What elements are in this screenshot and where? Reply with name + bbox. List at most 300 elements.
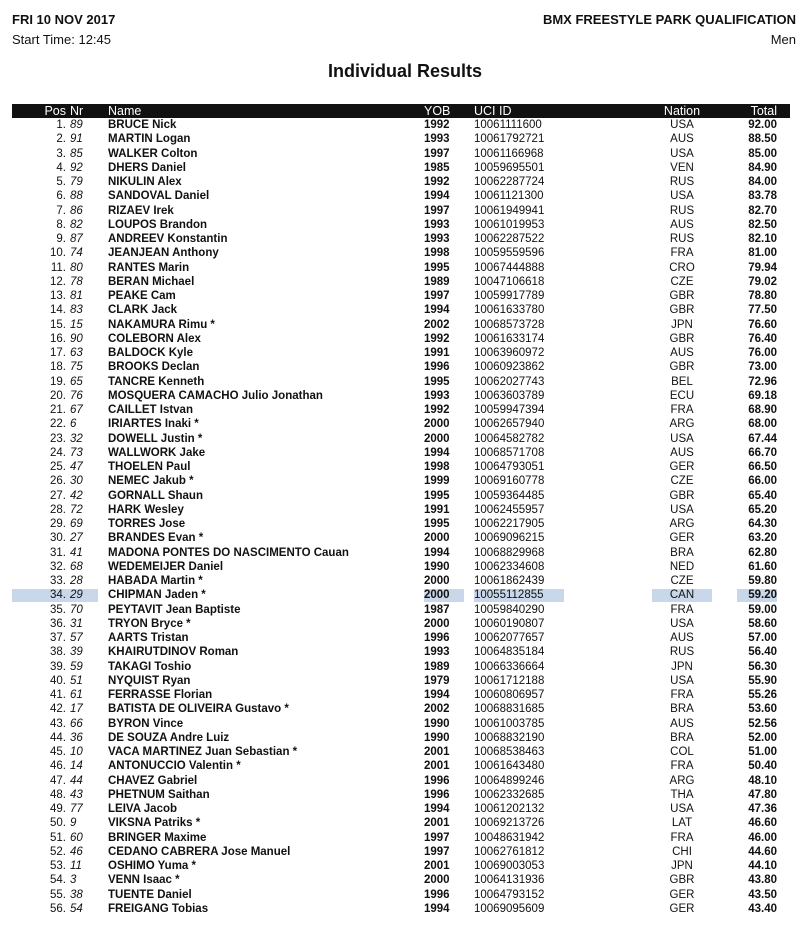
- cell-nr: 36: [70, 731, 83, 744]
- table-row[interactable]: [12, 560, 790, 574]
- cell-total: 53.60: [748, 703, 777, 716]
- cell-nr: 47: [70, 461, 83, 473]
- cell-pos: 18.: [50, 361, 66, 374]
- cell-name: BROOKS Declan: [108, 361, 200, 374]
- cell-total: 43.40: [748, 902, 777, 915]
- cell-pos: 9.: [56, 233, 66, 245]
- table-row[interactable]: [12, 788, 790, 802]
- cell-nation: GBR: [669, 304, 695, 317]
- cell-yob: 1990: [424, 560, 450, 573]
- cell-nation: USA: [670, 432, 694, 445]
- cell-pos: 3.: [56, 147, 66, 160]
- table-row[interactable]: [12, 531, 790, 545]
- table-row[interactable]: [12, 375, 790, 389]
- table-row[interactable]: [12, 218, 790, 232]
- cell-yob: 1990: [424, 717, 450, 730]
- cell-uci-id: 10067444888: [474, 261, 545, 274]
- cell-total: 44.10: [748, 860, 777, 872]
- cell-pos: 1.: [56, 119, 66, 131]
- cell-pos: 44.: [50, 731, 66, 744]
- cell-nr: 88: [70, 190, 83, 203]
- cell-nr: 57: [70, 632, 83, 644]
- table-row[interactable]: [12, 446, 790, 460]
- cell-name: COLEBORN Alex: [108, 332, 201, 345]
- cell-total: 62.80: [748, 546, 777, 559]
- cell-nr: 68: [70, 560, 83, 573]
- cell-total: 59.20: [748, 589, 777, 602]
- cell-total: 77.50: [748, 304, 777, 317]
- cell-uci-id: 10062027743: [474, 375, 545, 388]
- cell-nr: 72: [70, 503, 83, 516]
- cell-name: TUENTE Daniel: [108, 888, 192, 901]
- cell-name: TRYON Bryce *: [108, 617, 191, 630]
- cell-uci-id: 10069213726: [474, 817, 545, 830]
- cell-uci-id: 10068832190: [474, 731, 545, 744]
- cell-uci-id: 10069160778: [474, 475, 545, 488]
- table-row[interactable]: [12, 902, 790, 916]
- cell-yob: 1989: [424, 275, 450, 288]
- table-row[interactable]: [12, 261, 790, 275]
- cell-nr: 43: [70, 788, 83, 801]
- cell-total: 76.40: [748, 332, 777, 345]
- cell-pos: 55.: [50, 888, 66, 901]
- cell-name: NEMEC Jakub *: [108, 475, 194, 488]
- cell-uci-id: 10062077657: [474, 632, 545, 644]
- table-row[interactable]: [12, 389, 790, 403]
- cell-nr: 38: [70, 888, 83, 901]
- cell-nr: 78: [70, 275, 83, 288]
- cell-nr: 74: [70, 247, 83, 260]
- table-row[interactable]: [12, 660, 790, 674]
- cell-uci-id: 10064131936: [474, 874, 545, 887]
- cell-yob: 1994: [424, 546, 450, 559]
- table-row[interactable]: [12, 617, 790, 631]
- cell-pos: 28.: [50, 503, 66, 516]
- cell-total: 83.78: [748, 190, 777, 203]
- cell-total: 68.00: [748, 418, 777, 431]
- cell-yob: 2002: [424, 318, 450, 331]
- cell-total: 55.90: [748, 674, 777, 687]
- start-time: Start Time: 12:45: [12, 32, 111, 47]
- cell-pos: 30.: [50, 532, 66, 545]
- header-left: [12, 10, 115, 50]
- cell-yob: 2001: [424, 746, 450, 758]
- cell-pos: 8.: [56, 218, 66, 231]
- cell-total: 68.90: [748, 404, 777, 416]
- cell-pos: 31.: [50, 546, 66, 559]
- table-row[interactable]: [12, 161, 790, 175]
- cell-uci-id: 10068571708: [474, 446, 545, 459]
- cell-total: 66.70: [748, 446, 777, 459]
- cell-nation: FRA: [670, 689, 694, 701]
- table-row[interactable]: [12, 460, 790, 474]
- cell-pos: 19.: [50, 375, 66, 388]
- col-header-name: Name: [108, 104, 142, 118]
- cell-nr: 3: [70, 874, 77, 887]
- cell-pos: 5.: [56, 176, 66, 188]
- cell-nation: AUS: [670, 218, 694, 231]
- cell-nation: BRA: [670, 546, 694, 559]
- table-row[interactable]: [12, 631, 790, 645]
- table-row[interactable]: [12, 275, 790, 289]
- cell-yob: 1993: [424, 389, 450, 402]
- cell-total: 79.94: [748, 261, 777, 274]
- cell-nation: ARG: [669, 518, 695, 530]
- table-row[interactable]: [12, 132, 790, 146]
- cell-nation: CZE: [670, 275, 694, 288]
- cell-total: 51.00: [748, 746, 777, 758]
- cell-pos: 34.: [50, 589, 66, 602]
- cell-pos: 56.: [50, 902, 66, 915]
- cell-uci-id: 10061111600: [474, 119, 542, 131]
- cell-total: 64.30: [748, 518, 777, 530]
- cell-nation: AUS: [670, 347, 694, 359]
- cell-uci-id: 10064582782: [474, 432, 545, 445]
- cell-yob: 1992: [424, 332, 450, 345]
- cell-pos: 29.: [50, 518, 66, 530]
- cell-name: AARTS Tristan: [108, 632, 189, 644]
- cell-pos: 32.: [50, 560, 66, 573]
- table-row[interactable]: [12, 517, 790, 531]
- cell-uci-id: 10063960972: [474, 347, 545, 359]
- cell-total: 88.50: [748, 133, 777, 146]
- table-row[interactable]: [12, 603, 790, 617]
- cell-nation: USA: [670, 119, 694, 131]
- cell-pos: 48.: [50, 788, 66, 801]
- cell-total: 84.00: [748, 176, 777, 188]
- cell-uci-id: 10059840290: [474, 603, 545, 616]
- cell-nr: 14: [70, 760, 83, 773]
- cell-pos: 52.: [50, 845, 66, 858]
- cell-pos: 41.: [50, 689, 66, 701]
- table-row[interactable]: [12, 474, 790, 488]
- page-title: Individual Results: [327, 61, 483, 81]
- cell-name: MARTIN Logan: [108, 133, 191, 146]
- cell-uci-id: 10064835184: [474, 646, 545, 659]
- cell-nr: 90: [70, 332, 83, 345]
- cell-total: 79.02: [748, 275, 777, 288]
- cell-yob: 1994: [424, 902, 450, 915]
- table-row[interactable]: [12, 332, 790, 346]
- cell-uci-id: 10069095609: [474, 902, 545, 915]
- cell-name: FREIGANG Tobias: [108, 902, 209, 915]
- cell-nr: 29: [70, 589, 83, 602]
- cell-name: CHAVEZ Gabriel: [108, 774, 198, 787]
- cell-uci-id: 10061949941: [474, 204, 545, 217]
- cell-uci-id: 10060190807: [474, 617, 545, 630]
- cell-nation: AUS: [670, 446, 694, 459]
- cell-pos: 37.: [50, 632, 66, 644]
- table-row[interactable]: [12, 688, 790, 702]
- cell-nr: 17: [70, 703, 83, 716]
- table-row[interactable]: [12, 360, 790, 374]
- cell-yob: 2000: [424, 575, 450, 587]
- event-category: Men: [770, 32, 796, 47]
- cell-uci-id: 10059947394: [474, 404, 545, 416]
- table-row[interactable]: [12, 204, 790, 218]
- cell-nr: 63: [70, 347, 83, 359]
- cell-pos: 12.: [50, 275, 66, 288]
- cell-total: 76.60: [748, 318, 777, 331]
- cell-pos: 50.: [50, 817, 66, 830]
- cell-nation: GER: [669, 532, 695, 545]
- cell-uci-id: 10062217905: [474, 518, 545, 530]
- cell-name: DHERS Daniel: [108, 161, 186, 174]
- cell-uci-id: 10061633174: [474, 332, 545, 345]
- cell-yob: 2000: [424, 874, 450, 887]
- cell-name: NYQUIST Ryan: [108, 674, 191, 687]
- cell-uci-id: 10063603789: [474, 389, 545, 402]
- cell-name: NIKULIN Alex: [108, 176, 182, 188]
- cell-nation: GBR: [669, 874, 695, 887]
- cell-pos: 40.: [50, 674, 66, 687]
- cell-nr: 81: [70, 290, 83, 302]
- cell-yob: 1994: [424, 689, 450, 701]
- cell-uci-id: 10064899246: [474, 774, 545, 787]
- cell-name: MOSQUERA CAMACHO Julio Jonathan: [108, 389, 323, 402]
- cell-total: 84.90: [748, 161, 777, 174]
- cell-yob: 1997: [424, 147, 450, 160]
- cell-pos: 35.: [50, 603, 66, 616]
- cell-yob: 1997: [424, 204, 450, 217]
- cell-total: 63.20: [748, 532, 777, 545]
- cell-pos: 21.: [50, 404, 66, 416]
- cell-nation: GBR: [669, 332, 695, 345]
- cell-yob: 1994: [424, 304, 450, 317]
- cell-total: 78.80: [748, 290, 777, 302]
- cell-nation: USA: [670, 147, 694, 160]
- cell-total: 82.50: [748, 218, 777, 231]
- cell-total: 76.00: [748, 347, 777, 359]
- cell-uci-id: 10047106618: [474, 275, 545, 288]
- cell-uci-id: 10062287522: [474, 233, 545, 245]
- cell-uci-id: 10068831685: [474, 703, 545, 716]
- cell-total: 67.44: [748, 432, 777, 445]
- cell-pos: 26.: [50, 475, 66, 488]
- cell-yob: 1991: [424, 503, 450, 516]
- cell-nation: ECU: [669, 389, 695, 402]
- cell-uci-id: 10059559596: [474, 247, 545, 260]
- cell-nation: FRA: [670, 831, 694, 844]
- cell-uci-id: 10066336664: [474, 660, 545, 673]
- cell-nation: LAT: [671, 817, 693, 830]
- cell-uci-id: 10059695501: [474, 161, 545, 174]
- cell-uci-id: 10062334608: [474, 560, 545, 573]
- cell-total: 72.96: [748, 375, 777, 388]
- table-row[interactable]: [12, 189, 790, 203]
- table-row[interactable]: [12, 574, 790, 588]
- table-row[interactable]: [12, 246, 790, 260]
- cell-name: LEIVA Jacob: [108, 803, 178, 815]
- cell-yob: 1994: [424, 190, 450, 203]
- table-row[interactable]: [12, 232, 790, 246]
- cell-total: 55.26: [748, 689, 777, 701]
- col-header-total: Total: [750, 104, 777, 118]
- cell-name: WALKER Colton: [108, 147, 198, 160]
- table-row[interactable]: [12, 118, 790, 132]
- cell-uci-id: 10062761812: [474, 845, 545, 858]
- cell-yob: 1995: [424, 489, 450, 502]
- cell-name: BALDOCK Kyle: [108, 347, 193, 359]
- cell-uci-id: 10061202132: [474, 803, 545, 815]
- cell-nation: GBR: [669, 489, 695, 502]
- cell-name: FERRASSE Florian: [108, 689, 213, 701]
- cell-name: IRIARTES Inaki *: [108, 418, 199, 431]
- cell-nation: NED: [669, 560, 695, 573]
- table-row[interactable]: [12, 717, 790, 731]
- table-row[interactable]: [12, 403, 790, 417]
- table-row[interactable]: [12, 432, 790, 446]
- cell-nation: USA: [670, 617, 694, 630]
- cell-nation: BRA: [670, 703, 694, 716]
- cell-uci-id: 10062332685: [474, 788, 545, 801]
- table-row[interactable]: [12, 702, 790, 716]
- cell-name: TANCRE Kenneth: [108, 375, 205, 388]
- cell-nation: JPN: [671, 318, 693, 331]
- table-row[interactable]: [12, 503, 790, 517]
- cell-name: CLARK Jack: [108, 304, 178, 317]
- table-row[interactable]: [12, 802, 790, 816]
- cell-yob: 1992: [424, 404, 450, 416]
- cell-pos: 17.: [50, 347, 66, 359]
- cell-name: SANDOVAL Daniel: [108, 190, 210, 203]
- cell-total: 61.60: [748, 560, 777, 573]
- cell-nr: 70: [70, 603, 83, 616]
- table-row[interactable]: [12, 147, 790, 161]
- table-header: [12, 104, 790, 118]
- table-row[interactable]: [12, 759, 790, 773]
- table-row[interactable]: [12, 645, 790, 659]
- cell-total: 82.70: [748, 204, 777, 217]
- col-header-pos: Pos: [44, 104, 66, 118]
- cell-total: 48.10: [748, 774, 777, 787]
- cell-uci-id: 10059364485: [474, 489, 545, 502]
- cell-nation: ARG: [669, 418, 695, 431]
- cell-total: 81.00: [748, 247, 777, 260]
- cell-pos: 22.: [50, 418, 66, 431]
- cell-nation: CAN: [669, 589, 695, 602]
- table-row[interactable]: [12, 175, 790, 189]
- cell-pos: 46.: [50, 760, 66, 773]
- cell-yob: 2000: [424, 617, 450, 630]
- table-row[interactable]: [12, 674, 790, 688]
- cell-total: 47.36: [748, 803, 777, 815]
- table-row[interactable]: [12, 774, 790, 788]
- cell-yob: 1995: [424, 261, 450, 274]
- cell-nation: RUS: [669, 233, 695, 245]
- cell-nr: 85: [70, 147, 83, 160]
- table-row[interactable]: [12, 588, 790, 602]
- table-row[interactable]: [12, 489, 790, 503]
- cell-uci-id: 10059917789: [474, 290, 545, 302]
- cell-yob: 1979: [424, 674, 450, 687]
- table-row[interactable]: [12, 831, 790, 845]
- cell-name: MADONA PONTES DO NASCIMENTO Cauan: [108, 546, 349, 559]
- cell-nr: 79: [70, 176, 83, 188]
- cell-name: CEDANO CABRERA Jose Manuel: [108, 845, 291, 858]
- cell-pos: 15.: [50, 318, 66, 331]
- cell-pos: 10.: [50, 247, 66, 260]
- cell-uci-id: 10061712188: [474, 674, 545, 687]
- cell-nation: RUS: [669, 204, 695, 217]
- cell-total: 66.00: [748, 475, 777, 488]
- cell-nr: 59: [70, 660, 83, 673]
- cell-name: GORNALL Shaun: [108, 489, 203, 502]
- cell-pos: 49.: [50, 803, 66, 815]
- table-row[interactable]: [12, 417, 790, 431]
- cell-uci-id: 10069096215: [474, 532, 545, 545]
- cell-nr: 89: [70, 119, 83, 131]
- cell-total: 43.80: [748, 874, 777, 887]
- table-row[interactable]: [12, 731, 790, 745]
- cell-name: VENN Isaac *: [108, 874, 180, 887]
- cell-name: BERAN Michael: [108, 275, 195, 288]
- cell-nation: CZE: [670, 475, 694, 488]
- cell-nation: GER: [669, 461, 695, 473]
- cell-name: BRINGER Maxime: [108, 831, 207, 844]
- cell-nr: 39: [70, 646, 83, 659]
- table-row[interactable]: [12, 546, 790, 560]
- cell-nr: 10: [70, 746, 83, 758]
- cell-nation: RUS: [669, 176, 695, 188]
- cell-nr: 61: [70, 689, 83, 701]
- table-row[interactable]: [12, 888, 790, 902]
- cell-pos: 54.: [50, 874, 66, 887]
- table-row[interactable]: [12, 745, 790, 759]
- cell-nr: 11: [70, 860, 82, 872]
- cell-nation: VEN: [670, 161, 694, 174]
- cell-name: DOWELL Justin *: [108, 432, 203, 445]
- cell-yob: 1990: [424, 731, 450, 744]
- cell-total: 73.00: [748, 361, 777, 374]
- cell-uci-id: 10061166968: [474, 147, 544, 160]
- table-row[interactable]: [12, 816, 790, 830]
- cell-nation: USA: [670, 674, 694, 687]
- event-name: BMX FREESTYLE PARK QUALIFICATION: [542, 12, 796, 27]
- cell-pos: 23.: [50, 432, 66, 445]
- table-row[interactable]: [12, 346, 790, 360]
- cell-pos: 51.: [50, 831, 66, 844]
- cell-total: 92.00: [748, 119, 777, 131]
- table-row[interactable]: [12, 289, 790, 303]
- table-row[interactable]: [12, 318, 790, 332]
- table-row[interactable]: [12, 873, 790, 887]
- cell-nr: 76: [70, 389, 83, 402]
- cell-name: BRUCE Nick: [108, 119, 177, 131]
- cell-nr: 69: [70, 518, 83, 530]
- cell-pos: 24.: [50, 446, 66, 459]
- cell-name: TAKAGI Toshio: [108, 660, 192, 673]
- cell-nr: 67: [70, 404, 83, 416]
- cell-uci-id: 10061862439: [474, 575, 545, 587]
- cell-nation: FRA: [670, 603, 694, 616]
- cell-nr: 83: [70, 304, 83, 317]
- cell-nr: 27: [70, 532, 83, 545]
- cell-total: 44.60: [748, 845, 777, 858]
- cell-uci-id: 10061019953: [474, 218, 545, 231]
- table-row[interactable]: [12, 845, 790, 859]
- cell-yob: 1993: [424, 133, 450, 146]
- table-row[interactable]: [12, 859, 790, 873]
- cell-total: 82.10: [748, 233, 777, 245]
- cell-nr: 6: [70, 418, 77, 431]
- cell-yob: 2000: [424, 532, 450, 545]
- cell-yob: 1997: [424, 290, 450, 302]
- table-row[interactable]: [12, 303, 790, 317]
- cell-total: 56.30: [748, 660, 777, 673]
- cell-total: 46.00: [748, 831, 777, 844]
- cell-yob: 1996: [424, 632, 450, 644]
